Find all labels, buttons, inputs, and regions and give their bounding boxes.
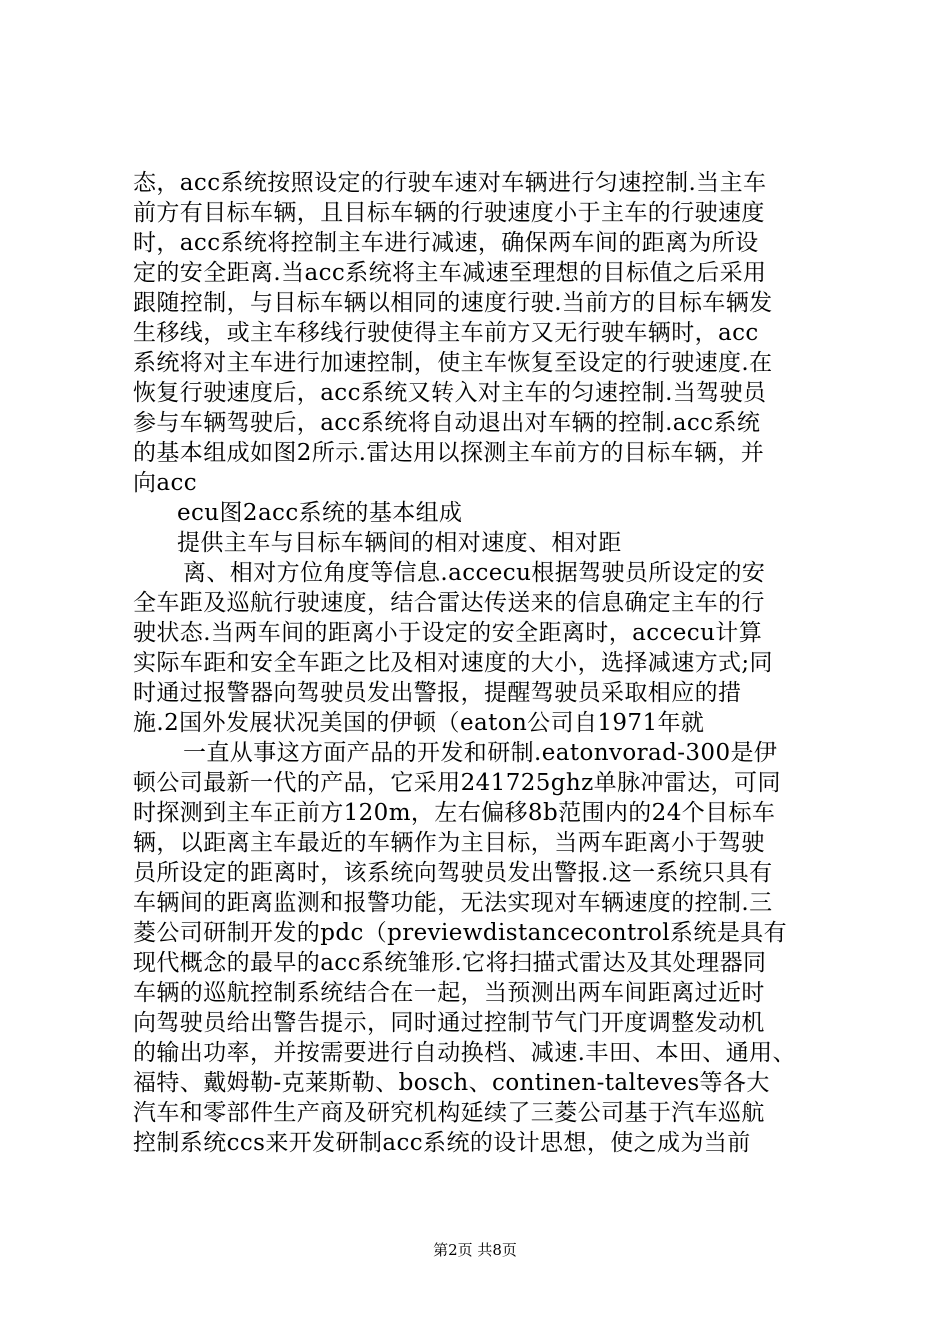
text-line: 跟随控制，与目标车辆以相同的速度行驶.当前方的目标车辆发 bbox=[133, 290, 773, 316]
text-line: 时探测到主车正前方120m，左右偏移8b范围内的24个目标车 bbox=[133, 800, 776, 826]
text-line: 向驾驶员给出警告提示，同时通过控制节气门开度调整发动机 bbox=[133, 1010, 765, 1036]
text-line: 一直从事这方面产品的开发和研制.eatonvorad-300是伊 bbox=[183, 740, 778, 766]
figure-caption-line: ecu图2acc系统的基本组成 bbox=[177, 500, 463, 526]
text-line: 向acc bbox=[133, 470, 198, 496]
page-number-footer: 第2页 共8页 bbox=[433, 1241, 517, 1259]
text-line: 态，acc系统按照设定的行驶车速对车辆进行匀速控制.当主车 bbox=[133, 170, 767, 196]
text-line: 车辆的巡航控制系统结合在一起，当预测出两车间距离过近时 bbox=[133, 980, 765, 1006]
text-line: 顿公司最新一代的产品，它采用241725ghz单脉冲雷达，可同 bbox=[133, 770, 781, 796]
text-line: 车辆间的距离监测和报警功能，无法实现对车辆速度的控制.三 bbox=[133, 890, 773, 916]
text-line: 前方有目标车辆，且目标车辆的行驶速度小于主车的行驶速度 bbox=[133, 200, 765, 226]
text-line: 现代概念的最早的acc系统雏形.它将扫描式雷达及其处理器同 bbox=[133, 950, 767, 976]
text-line: 汽车和零部件生产商及研究机构延续了三菱公司基于汽车巡航 bbox=[133, 1100, 765, 1126]
document-body bbox=[133, 168, 833, 1158]
text-line: 参与车辆驾驶后，acc系统将自动退出对车辆的控制.acc系统 bbox=[133, 410, 761, 436]
text-line: 员所设定的距离时，该系统向驾驶员发出警报.这一系统只具有 bbox=[133, 860, 773, 886]
text-line: 辆，以距离主车最近的车辆作为主目标，当两车距离小于驾驶 bbox=[133, 830, 765, 856]
text-line: 施.2国外发展状况美国的伊顿（eaton公司自1971年就 bbox=[133, 710, 705, 736]
text-line: 全车距及巡航行驶速度，结合雷达传送来的信息确定主车的行 bbox=[133, 590, 765, 616]
text-line: 的基本组成如图2所示.雷达用以探测主车前方的目标车辆，并 bbox=[133, 440, 765, 466]
text-line: 定的安全距离.当acc系统将主车减速至理想的目标值之后采用 bbox=[133, 260, 767, 286]
text-line: 系统将对主车进行加速控制，使主车恢复至设定的行驶速度.在 bbox=[133, 350, 773, 376]
text-line: 恢复行驶速度后，acc系统又转入对主车的匀速控制.当驾驶员 bbox=[133, 380, 767, 406]
text-line: 时通过报警器向驾驶员发出警报，提醒驾驶员采取相应的措 bbox=[133, 680, 742, 706]
text-line: 福特、戴姆勒-克莱斯勒、bosch、continen-talteves等各大 bbox=[133, 1070, 770, 1096]
text-line: 的输出功率，并按需要进行自动换档、减速.丰田、本田、通用、 bbox=[133, 1040, 796, 1066]
text-line: 实际车距和安全车距之比及相对速度的大小，选择减速方式;同 bbox=[133, 650, 773, 676]
text-line: 驶状态.当两车间的距离小于设定的安全距离时，accecu计算 bbox=[133, 620, 763, 646]
text-line: 离、相对方位角度等信息.accecu根据驾驶员所设定的安 bbox=[183, 560, 766, 586]
text-line: 提供主车与目标车辆间的相对速度、相对距 bbox=[177, 530, 622, 556]
text-line: 菱公司研制开发的pdc（previewdistancecontrol系统是具有 bbox=[133, 920, 788, 946]
text-line: 生移线，或主车移线行驶使得主车前方又无行驶车辆时，acc bbox=[133, 320, 759, 346]
text-line: 控制系统ccs来开发研制acc系统的设计思想，使之成为当前 bbox=[133, 1130, 751, 1156]
text-line: 时，acc系统将控制主车进行减速，确保两车间的距离为所设 bbox=[133, 230, 759, 256]
